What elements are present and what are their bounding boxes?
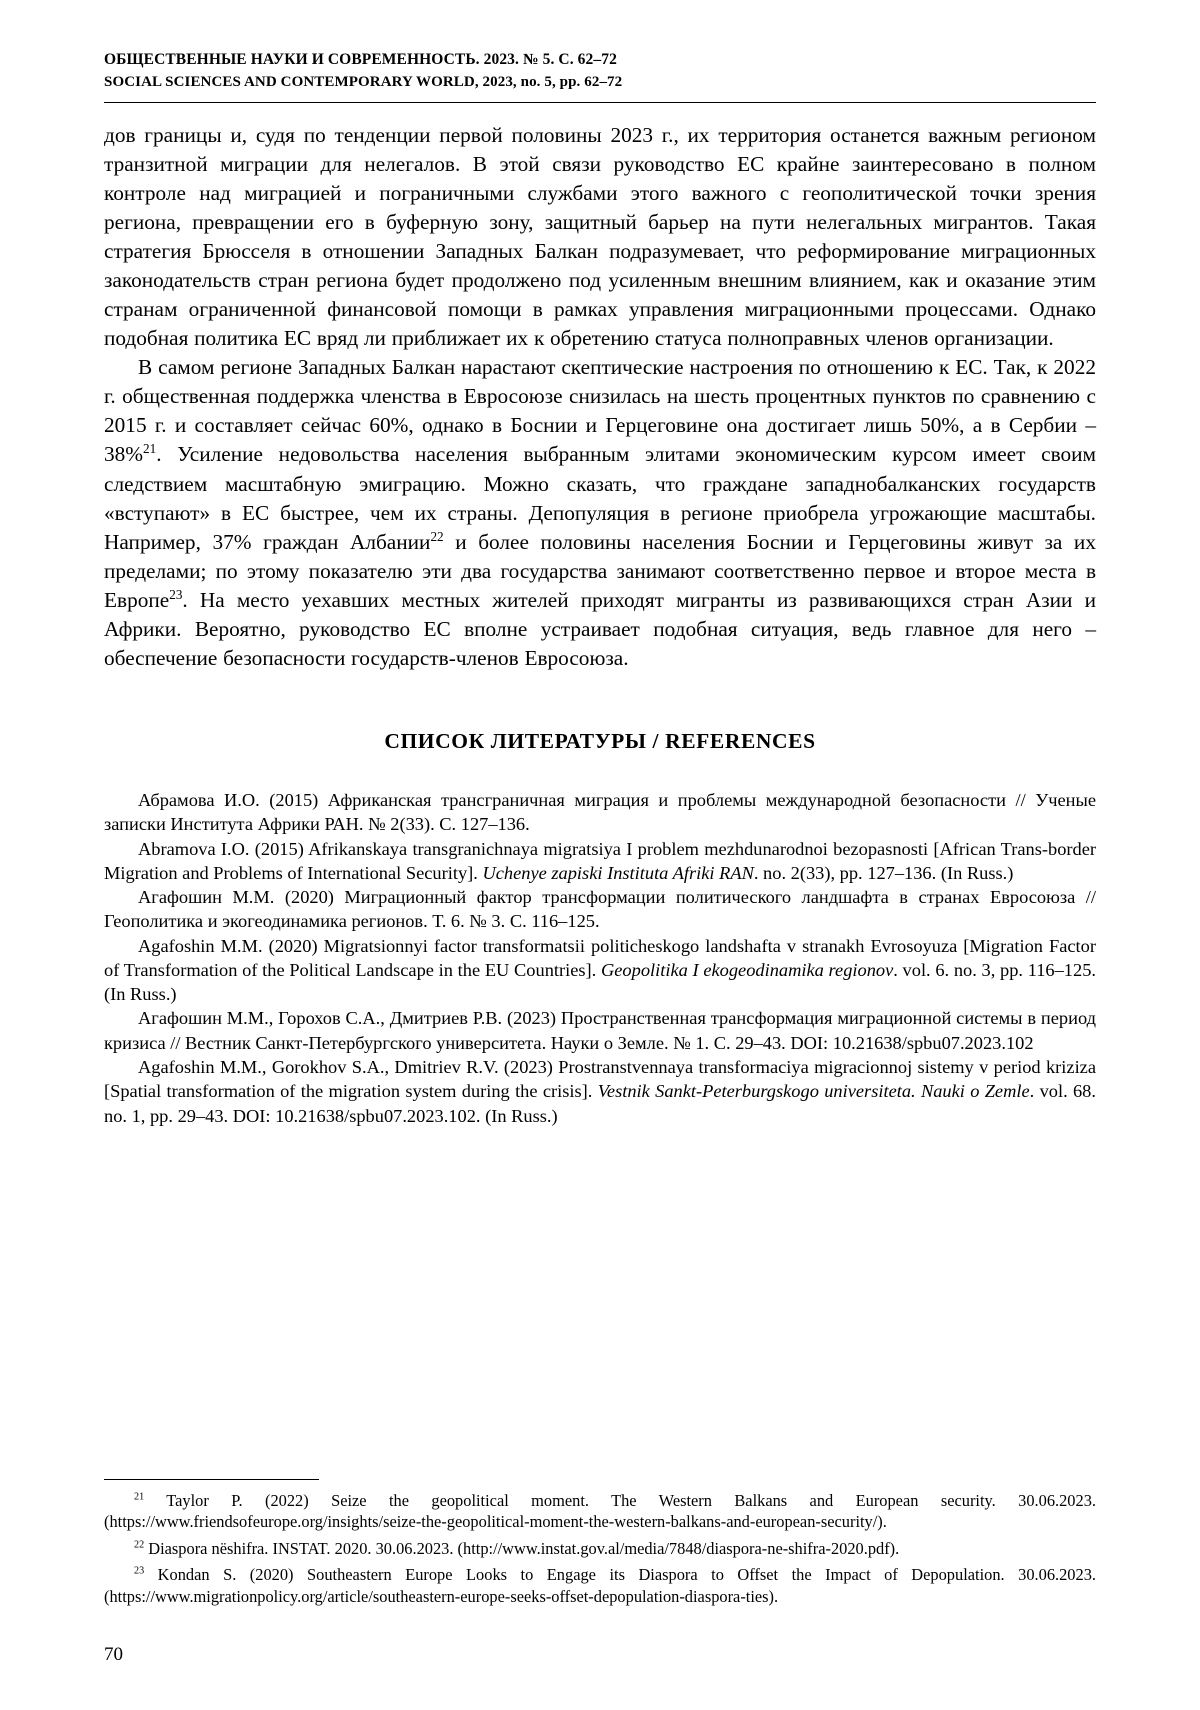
running-head-en: SOCIAL SCIENCES AND CONTEMPORARY WORLD, 2023, no. 5, pp. 62–72: [104, 74, 623, 91]
footnote-divider: [104, 1479, 319, 1480]
body-paragraph-2: [104, 353, 1096, 673]
footnote: [104, 1564, 1096, 1607]
reference-item: [104, 1055, 1096, 1128]
footnote: [104, 1490, 1096, 1533]
footnote: [104, 1538, 1096, 1559]
running-head: [104, 48, 1096, 94]
reference-text-segment: Агафошин М.М. (2020) Миграционный фактор трансформации политического ландшафта в странах Евросоюза // Геополитика и экогеодинамика регионов. Т. 6. № 3. С. 116–125.: [104, 887, 1096, 932]
footnote-text: Kondan S. (2020) Southeastern Europe Looks to Engage its Diaspora to Offset the Impact of Depopulation. 30.06.2023. (https://www.migrationpolicy.org/article/southeastern-europe-seeks-offset-depopulation-diaspora-ties).: [104, 1565, 1096, 1606]
reference-item: [104, 788, 1096, 837]
footnote-text: Taylor P. (2022) Seize the geopolitical moment. The Western Balkans and European security. 30.06.2023. (https://www.friendsofeurope.org/insights/seize-the-geopolitical-moment-the-western-balkans-and-european-security/).: [104, 1490, 1096, 1532]
footnotes-block: [104, 1479, 1096, 1612]
reference-text-segment: Geopolitika I ekogeodinamika regionov: [600, 959, 894, 980]
reference-text-segment: Agafoshin M.M. (2020) Migratsionnyi factor transformatsii politicheskogo landshafta v stranakh Evrosoyuza [Migration Factor of Transformation of the Political Landscape in the EU Countries].: [104, 935, 1096, 980]
body-paragraph-continued: дов границы и, судя по тенденции первой половины 2023 г., их территория останется важным регионом транзитной миграции для нелегалов. В этой связи руководство ЕС крайне заинтересовано в полном контроле над миграцией и пограничными службами этого важного с геополитической точки зрения региона, превращении его в буферную зону, защитный барьер на пути нелегальных мигрантов. Такая стратегия Брюсселя в отношении Западных Балкан подразумевает, что реформирование миграционных законодательств стран региона будет продолжено под усиленным внешним влиянием, как и оказание этим странам ограниченной финансовой помощи в рамках управления миграционными процессами. Однако подобная политика ЕС вряд ли приближает их к обретению статуса полноправных членов организации.: [104, 122, 1096, 351]
footnote-ref-21[interactable]: 21: [143, 441, 157, 457]
footnote-marker: 22: [134, 1539, 145, 1551]
footnote-ref-22[interactable]: 22: [430, 528, 444, 544]
reference-item: [104, 837, 1096, 886]
reference-text-segment: Агафошин М.М., Горохов С.А., Дмитриев Р.В. (2023) Пространственная трансформация миграционной системы в период кризиса // Вестник Санкт-Петербургского университета. Науки о Земле. № 1. С. 29–43. DOI: 10.21638/spbu07.2023.102: [104, 1008, 1096, 1053]
references-list: [104, 788, 1096, 1128]
reference-item: [104, 885, 1096, 934]
reference-item: [104, 934, 1096, 1007]
running-head-ru: ОБЩЕСТВЕННЫЕ НАУКИ И СОВРЕМЕННОСТЬ. 2023. № 5. С. 62–72: [104, 51, 617, 68]
reference-text-segment: Uchenye zapiski Instituta Afriki RAN: [482, 862, 754, 883]
footnote-marker: 23: [134, 1565, 145, 1577]
footnote-text: Diaspora nëshifra. INSTAT. 2020. 30.06.2023. (http://www.instat.gov.al/media/7848/diaspora-ne-shifra-2020.pdf).: [144, 1538, 900, 1558]
reference-text-segment: Abramova I.O. (2015) Afrikanskaya transgranichnaya migratsiya I problem mezhdunarodnoi bezopasnosti [African Trans-border Migration and Problems of International Security].: [104, 838, 1096, 883]
para2-segment-b: . Усиление недовольства населения выбранным элитами экономическим курсом имеет своим следствием масштабную эмиграцию. Можно сказать, что граждане западнобалканских государств «вступают» в ЕС быстрее, чем их страны. Депопуляция в регионе приобрела угрожающие масштабы. Например, 37% граждан Албании: [104, 442, 1096, 554]
para2-segment-d: . На место уехавших местных жителей приходят мигранты из развивающихся стран Азии и Африки. Вероятно, руководство ЕС вполне устраивает подобная ситуация, ведь главное для него – обеспечение безопасности государств-членов Евросоюза.: [104, 587, 1096, 670]
reference-text-segment: . no. 2(33), pp. 127–136. (In Russ.): [753, 862, 1014, 883]
references-heading: СПИСОК ЛИТЕРАТУРЫ / REFERENCES: [384, 728, 816, 753]
reference-item: [104, 1006, 1096, 1055]
page-number: 70: [104, 1644, 123, 1665]
para2-segment-a: В самом регионе Западных Балкан нарастают скептические настроения по отношению к ЕС. Так, к 2022 г. общественная поддержка членства в Евросоюзе снизилась на шесть процентных пунктов по сравнению с 2015 г. и составляет сейчас 60%, однако в Боснии и Герцеговине она достигает лишь 50%, а в Сербии – 38%: [104, 355, 1096, 467]
header-divider: [104, 102, 1096, 103]
reference-text-segment: . vol. 6. no. 3, pp. 116–125. (In Russ.): [104, 959, 1096, 1005]
para2-segment-c: и более половины населения Боснии и Герцеговины живут за их пределами; по этому показателю эти два государства занимают соответственно первое и второе места в Европе: [104, 529, 1096, 612]
footnote-marker: 21: [134, 1491, 145, 1503]
reference-text-segment: Абрамова И.О. (2015) Африканская трансграничная миграция и проблемы международной безопасности // Ученые записки Института Африки РАН. № 2(33). С. 127–136.: [104, 789, 1096, 835]
footnote-ref-23[interactable]: 23: [169, 586, 183, 602]
reference-text-segment: . vol. 68. no. 1, pp. 29–43. DOI: 10.21638/spbu07.2023.102. (In Russ.): [104, 1081, 1096, 1126]
reference-text-segment: Vestnik Sankt-Peterburgskogo universiteta. Nauki o Zemle: [597, 1081, 1030, 1102]
reference-text-segment: Agafoshin M.M., Gorokhov S.A., Dmitriev R.V. (2023) Prostranstvennaya transformaciya migracionnoj sistemy v period kriziza [Spatial transformation of the migration system during the crisis].: [104, 1057, 1096, 1102]
